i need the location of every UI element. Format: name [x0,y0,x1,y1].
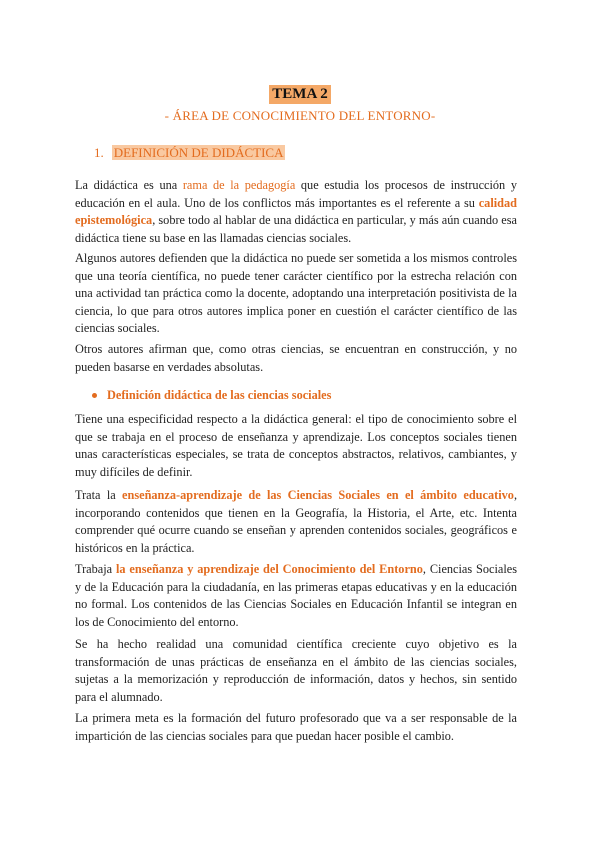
p1-link-pedagogia: rama de la pedagogía [182,178,296,193]
section-number: 1. [94,145,104,160]
p1-highlight-calidad: calidad epistemológica [75,195,517,228]
bullet-icon [92,393,97,398]
paragraph-4: Tiene una especificidad respecto a la didáctica general: el tipo de conocimiento sobre el que se trabaja en el proceso de enseñanza y aprendizaje. Los conceptos sociales tienen unas características especiales, se trata de conceptos abstractos, relativos, cambiantes, y muy difíciles de definir. [75,412,517,479]
paragraph-1 [75,177,517,247]
p6-highlight: la enseñanza y aprendizaje del Conocimiento del Entorno [115,562,423,577]
page-subtitle: - ÁREA DE CONOCIMIENTO DEL ENTORNO- [164,108,436,123]
bullet-heading [92,388,331,403]
bullet-heading-text: Definición didáctica de las ciencias sociales [107,388,332,402]
section-title: DEFINICIÓN DE DIDÁCTICA [113,145,284,160]
section-heading [94,145,285,161]
paragraph-8: La primera meta es la formación del futuro profesorado que va a ser responsable de la impartición de las ciencias sociales para que puedan hacer posible el cambio. [75,711,517,743]
paragraph-3: Otros autores afirman que, como otras ciencias, se encuentran en construcción, y no pueden basarse en verdades absolutas. [75,342,517,374]
p5-highlight: enseñanza-aprendizaje de las Ciencias Sociales en el ámbito educativo [122,488,514,503]
p1-text-a: La didáctica es una [75,178,183,193]
p6-text-c: , Ciencias Sociales y de la Educación para la ciudadanía, en las primeras etapas educativas y en la educación no formal. Los contenidos de las Ciencias Sociales en Educación Infantil se integran en los de Conocimiento del entorno. [75,562,518,629]
p5-text-a: Trata la [75,488,123,503]
p1-text-c: que estudia los procesos de instrucción y educación en el aula. Uno de los conflictos más importantes es el referente a su [75,178,517,210]
p1-text-e: , sobre todo al hablar de una didáctica en particular, y más aún cuando esa didáctica tiene su base en las llamadas ciencias sociales. [75,213,517,245]
p5-text-c: , incorporando contenidos que tienen en la Geografía, la Historia, el Arte, etc. Intenta comprender qué ocurre cuando se enseñan y aprenden contenidos sociales, geográficos e históricos en la práctica. [75,488,518,555]
title-wrap [0,85,600,104]
p6-text-a: Trabaja [75,562,116,577]
paragraph-6 [75,561,517,631]
page-title: TEMA 2 [269,85,330,104]
paragraph-5 [75,487,517,557]
paragraph-7: Se ha hecho realidad una comunidad científica creciente cuyo objetivo es la transformación de unas prácticas de enseñanza en el ámbito de las ciencias sociales, sujetas a la memorización y reproducción de información, datos y hechos, sin sentido para el alumnado. [75,637,517,704]
paragraph-2: Algunos autores defienden que la didáctica no puede ser sometida a los mismos controles que una teoría científica, no puede tener carácter científico por la estrecha relación con una actividad tan práctica como la docente, adoptando una interpretación positivista de la ciencia, lo que para otros autores implica poner en cuestión el carácter científico de las ciencias sociales. [75,251,517,336]
